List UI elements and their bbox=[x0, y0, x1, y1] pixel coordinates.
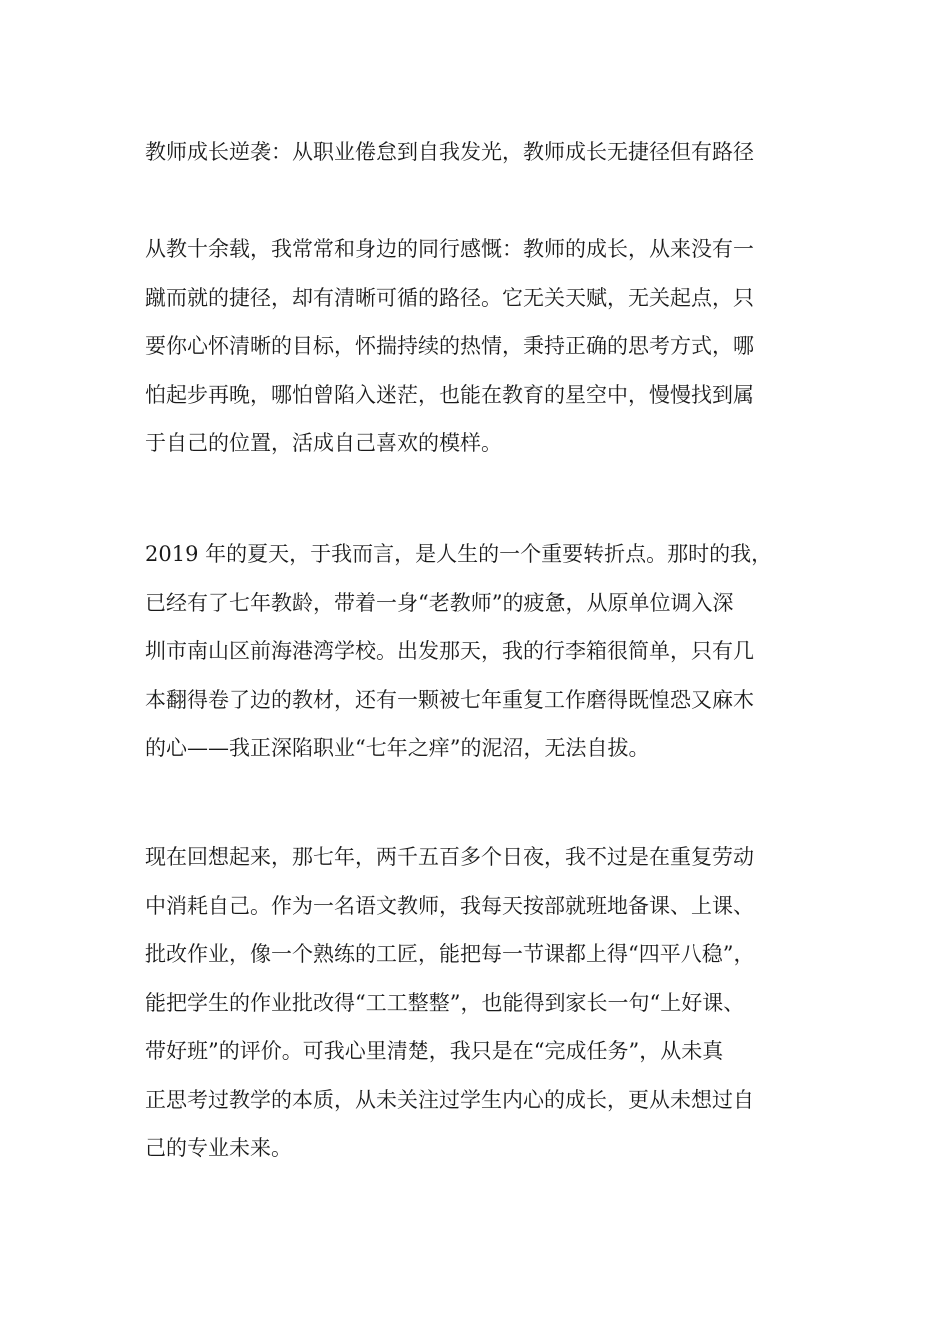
paragraph bbox=[145, 225, 810, 468]
paragraph-line: 怕起步再晚，哪怕曾陷入迷茫，也能在教育的星空中，慢慢找到属 bbox=[145, 382, 754, 407]
paragraph-line: 圳市南山区前海港湾学校。出发那天，我的行李箱很简单，只有几 bbox=[145, 639, 754, 663]
paragraph-line: 2019 年的夏天，于我而言，是人生的一个重要转折点。那时的我， bbox=[145, 542, 773, 566]
paragraph-line: 批改作业，像一个熟练的工匠，能把每一节课都上得“四平八稳”， bbox=[145, 942, 755, 966]
paragraph-line: 蹴而就的捷径，却有清晰可循的路径。它无关天赋，无关起点，只 bbox=[145, 285, 754, 310]
paragraph-line: 从教十余载，我常常和身边的同行感慨：教师的成长，从来没有一 bbox=[145, 237, 754, 261]
paragraph-line: 于自己的位置，活成自己喜欢的模样。 bbox=[145, 431, 502, 455]
paragraph-line: 正思考过教学的本质，从未关注过学生内心的成长，更从未想过自 bbox=[145, 1087, 754, 1112]
paragraph-line: 现在回想起来，那七年，两千五百多个日夜，我不过是在重复劳动 bbox=[145, 845, 754, 869]
paragraph bbox=[145, 833, 810, 1173]
paragraph-line: 己的专业未来。 bbox=[145, 1136, 292, 1160]
paragraph-line: 中消耗自己。作为一名语文教师，我每天按部就班地备课、上课、 bbox=[145, 893, 754, 918]
paragraph-line: 能把学生的作业批改得“工工整整”，也能得到家长一句“上好课、 bbox=[145, 990, 745, 1015]
paragraph-line: 要你心怀清晰的目标，怀揣持续的热情，秉持正确的思考方式，哪 bbox=[145, 334, 754, 358]
document-title: 教师成长逆袭：从职业倦怠到自我发光，教师成长无捷径但有路径 bbox=[145, 140, 754, 164]
paragraph-line: 已经有了七年教龄，带着一身“老教师”的疲惫，从原单位调入深 bbox=[145, 590, 734, 615]
paragraph bbox=[145, 530, 810, 773]
paragraph-line: 本翻得卷了边的教材，还有一颗被七年重复工作磨得既惶恐又麻木 bbox=[145, 687, 754, 712]
paragraph-line: 的心——我正深陷职业“七年之痒”的泥沼，无法自拔。 bbox=[145, 736, 650, 760]
paragraph-line: 带好班”的评价。可我心里清楚，我只是在“完成任务”，从未真 bbox=[145, 1039, 724, 1063]
